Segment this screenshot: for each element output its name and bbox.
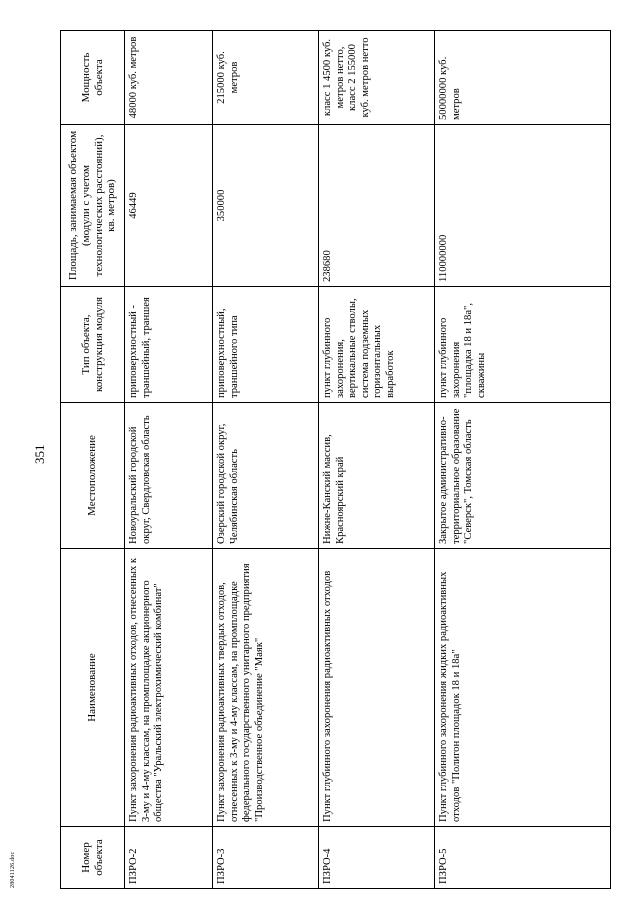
cell-area: 110000000: [435, 125, 611, 287]
cell-name: Пункт захоронения радиоактивных твердых отходов, отнесенных к 3-му и 4-му классам, на промплощадке федерального государственного унитарного предприятия "Производственное объединение "Маяк": [213, 549, 319, 827]
cell-num: ПЗРО-4: [319, 827, 435, 889]
table-row: [435, 31, 611, 889]
cell-capacity: 215000 куб. метров: [213, 31, 319, 125]
header-area: Площадь, занимаемая объектом (модули с учетом технологических расстояний), кв. метров): [61, 125, 125, 287]
header-type: Тип объекта, конструкция модуля: [61, 287, 125, 403]
cell-capacity: 48000 куб. метров: [125, 31, 213, 125]
table-header-row: [61, 31, 125, 889]
table-row: [319, 31, 435, 889]
cell-location: Закрытое административно-территориальное образование "Северск", Томская область: [435, 403, 611, 549]
header-name: Наименование: [61, 549, 125, 827]
cell-type: приповерхностный - траншейный, траншея: [125, 287, 213, 403]
cell-area: 46449: [125, 125, 213, 287]
cell-area: 238680: [319, 125, 435, 287]
cell-name: Пункт глубинного захоронения радиоактивных отходов: [319, 549, 435, 827]
document-id: 28041126.doc: [10, 851, 16, 888]
cell-location: Нижне-Канский массив, Красноярский край: [319, 403, 435, 549]
cell-type: пункт глубинного захоронения, вертикальные стволы, система подземных горизонтальных выработок: [319, 287, 435, 403]
cell-name: Пункт глубинного захоронения жидких радиоактивных отходов "Полигон площадок 18 и 18а": [435, 549, 611, 827]
cell-capacity: 50000000 куб. метров: [435, 31, 611, 125]
table-row: [213, 31, 319, 889]
page-number: 351: [32, 444, 47, 464]
cell-num: ПЗРО-5: [435, 827, 611, 889]
cell-location: Новоуральский городской округ, Свердловская область: [125, 403, 213, 549]
header-capacity: Мощность объекта: [61, 31, 125, 125]
cell-type: пункт глубинного захоронения "площадка 18 и 18а", скважины: [435, 287, 611, 403]
cell-name: Пункт захоронения радиоактивных отходов, отнесенных к 3-му и 4-му классам, на промплощадке акционерного общества "Уральский электрохимический комбинат": [125, 549, 213, 827]
cell-type: приповерхностный, траншейного типа: [213, 287, 319, 403]
table-row: [125, 31, 213, 889]
objects-table: [60, 30, 611, 889]
cell-num: ПЗРО-3: [213, 827, 319, 889]
cell-capacity: класс 1 4500 куб. метров нетто, класс 2 155000 куб. метров нетто: [319, 31, 435, 125]
header-num: Номер объекта: [61, 827, 125, 889]
cell-num: ПЗРО-2: [125, 827, 213, 889]
rotated-table-container: [60, 31, 610, 889]
cell-location: Озерский городской округ, Челябинская область: [213, 403, 319, 549]
cell-area: 350000: [213, 125, 319, 287]
header-location: Местоположение: [61, 403, 125, 549]
